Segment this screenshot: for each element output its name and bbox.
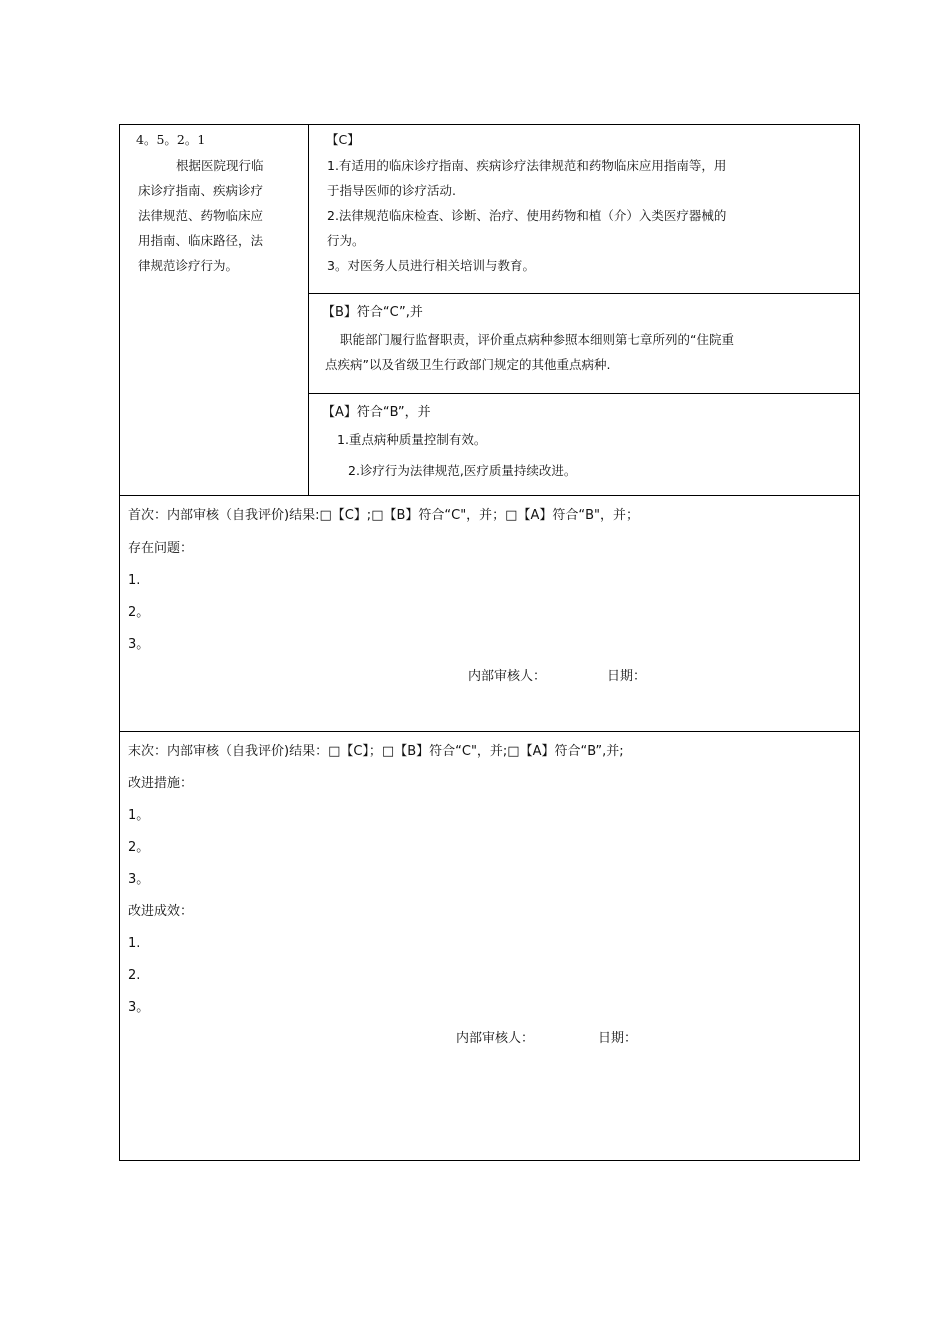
- final-review-effect-2: 2.: [128, 968, 141, 983]
- grade-a-line-1: 1.重点病种质量控制有效。: [337, 432, 487, 447]
- grade-a-line-2: 2.诊疗行为法律规范,医疗质量持续改进。: [348, 463, 577, 478]
- grade-c-header: 【C】: [326, 132, 360, 147]
- grade-b-header: 【B】符合“C”,并: [322, 305, 423, 320]
- final-review-measure-3: 3。: [128, 872, 150, 887]
- criterion-line-5: 律规范诊疗行为。: [138, 258, 239, 273]
- criterion-code: 4。5。2。1: [136, 132, 206, 147]
- criterion-line-1: 根据医院现行临: [176, 158, 264, 173]
- grade-b-line-2: 点疾病”以及省级卫生行政部门规定的其他重点病种.: [325, 357, 611, 372]
- first-review-result: 首次：内部审核（自我评价)结果:□【C】;□【B】符合“C"，并；□【A】符合“B"，并；: [128, 508, 639, 523]
- row-divider-c-b: [308, 293, 860, 294]
- grade-c-line-4: 行为。: [327, 233, 365, 248]
- first-review-item-1: 1.: [128, 573, 141, 588]
- table-border-right: [859, 124, 860, 1161]
- grade-c-line-2: 于指导医师的诊疗活动.: [327, 183, 456, 198]
- first-review-problems-label: 存在问题：: [128, 541, 194, 556]
- final-review-measure-1: 1。: [128, 808, 150, 823]
- final-review-reviewer-label: 内部审核人：: [456, 1031, 535, 1046]
- final-review-effects-label: 改进成效：: [128, 904, 194, 919]
- final-review-effect-3: 3。: [128, 1000, 150, 1015]
- final-review-measure-2: 2。: [128, 840, 150, 855]
- table-border-left: [119, 124, 120, 1161]
- final-review-effect-1: 1.: [128, 936, 141, 951]
- final-review-result: 末次：内部审核（自我评价)结果：□【C】；□【B】符合“C"，并;□【A】符合“B”,并;: [128, 744, 624, 759]
- first-review-date-label: 日期：: [607, 669, 647, 684]
- criterion-line-2: 床诊疗指南、疾病诊疗: [138, 183, 264, 198]
- first-review-item-2: 2。: [128, 605, 150, 620]
- table-border-bottom: [119, 1160, 860, 1161]
- grade-c-line-3: 2.法律规范临床检查、诊断、治疗、使用药物和植（介）入类医疗器械的: [327, 208, 727, 223]
- grade-c-line-5: 3。对医务人员进行相关培训与教育。: [327, 258, 535, 273]
- grade-a-header: 【A】符合“B”，并: [322, 405, 431, 420]
- table-border-top: [119, 124, 860, 125]
- criterion-line-4: 用指南、临床路径，法: [138, 233, 264, 248]
- row-divider-first-final: [119, 731, 860, 732]
- criterion-line-3: 法律规范、药物临床应: [138, 208, 264, 223]
- grade-b-line-1: 职能部门履行监督职责，评价重点病种参照本细则第七章所列的“住院重: [340, 332, 734, 347]
- row-divider-b-a: [308, 393, 860, 394]
- row-divider-criteria-first: [119, 495, 860, 496]
- final-review-date-label: 日期：: [598, 1031, 638, 1046]
- first-review-reviewer-label: 内部审核人：: [468, 669, 547, 684]
- first-review-item-3: 3。: [128, 637, 150, 652]
- column-divider: [308, 124, 309, 496]
- grade-c-line-1: 1.有适用的临床诊疗指南、疾病诊疗法律规范和药物临床应用指南等，用: [327, 158, 727, 173]
- final-review-measures-label: 改进措施：: [128, 776, 194, 791]
